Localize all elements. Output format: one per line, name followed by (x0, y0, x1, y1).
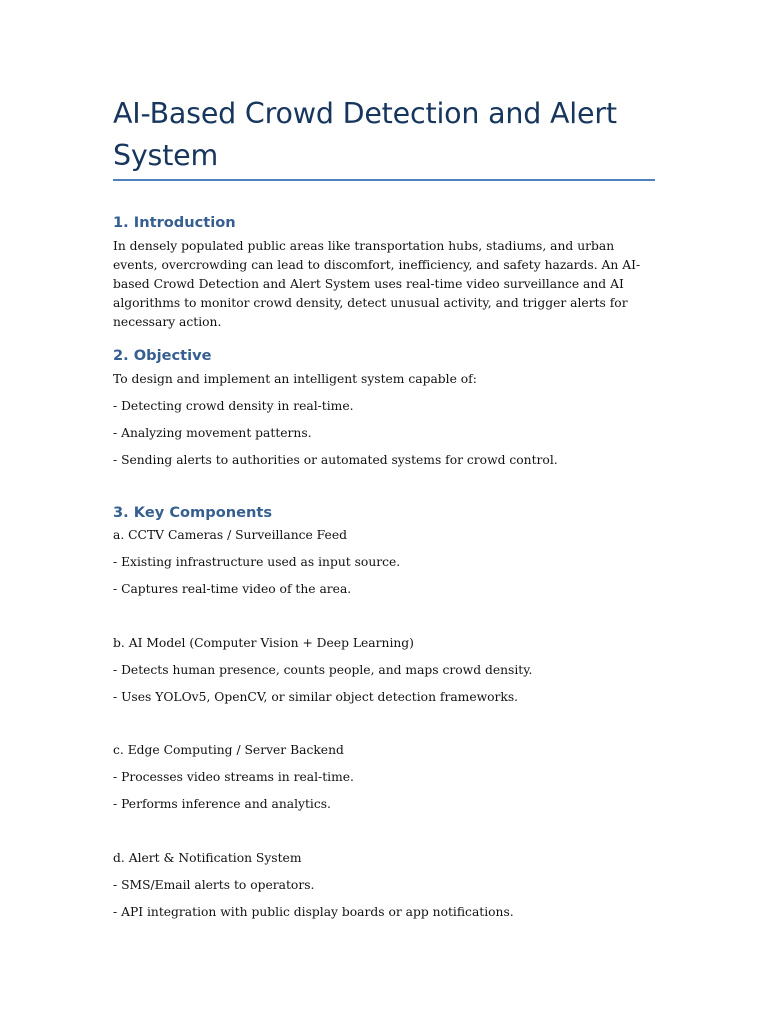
component-item: - SMS/Email alerts to operators. (113, 878, 315, 892)
component-title-alert-system: d. Alert & Notification System (113, 851, 302, 865)
objective-item: - Analyzing movement patterns. (113, 426, 312, 440)
section-heading-introduction: 1. Introduction (113, 214, 236, 231)
component-item: - Detects human presence, counts people, and maps crowd density. (113, 663, 533, 677)
section-heading-objective: 2. Objective (113, 347, 212, 364)
objective-item: - Detecting crowd density in real-time. (113, 399, 354, 413)
objective-item: - Sending alerts to authorities or automated systems for crowd control. (113, 453, 558, 467)
component-title-cctv: a. CCTV Cameras / Surveillance Feed (113, 528, 347, 542)
title-underline (113, 179, 655, 181)
component-item: - Existing infrastructure used as input source. (113, 555, 401, 569)
component-title-edge-computing: c. Edge Computing / Server Backend (113, 743, 344, 757)
component-item: - API integration with public display boards or app notifications. (113, 905, 514, 919)
component-item: - Captures real-time video of the area. (113, 582, 352, 596)
component-title-ai-model: b. AI Model (Computer Vision + Deep Learning) (113, 636, 414, 650)
component-item: - Performs inference and analytics. (113, 797, 331, 811)
introduction-paragraph: In densely populated public areas like transportation hubs, stadiums, and urban events, overcrowding can lead to discomfort, inefficiency, and safety hazards. An AI-based Crowd Detection and Alert System uses real-time video surveillance and AI algorithms to monitor crowd density, detect unusual activity, and trigger alerts for necessary action. (113, 239, 641, 329)
section-heading-key-components: 3. Key Components (113, 504, 273, 521)
component-item: - Uses YOLOv5, OpenCV, or similar object detection frameworks. (113, 690, 519, 704)
document-title: AI-Based Crowd Detection and Alert System (113, 97, 617, 172)
objective-intro: To design and implement an intelligent system capable of: (113, 372, 477, 386)
component-item: - Processes video streams in real-time. (113, 770, 354, 784)
